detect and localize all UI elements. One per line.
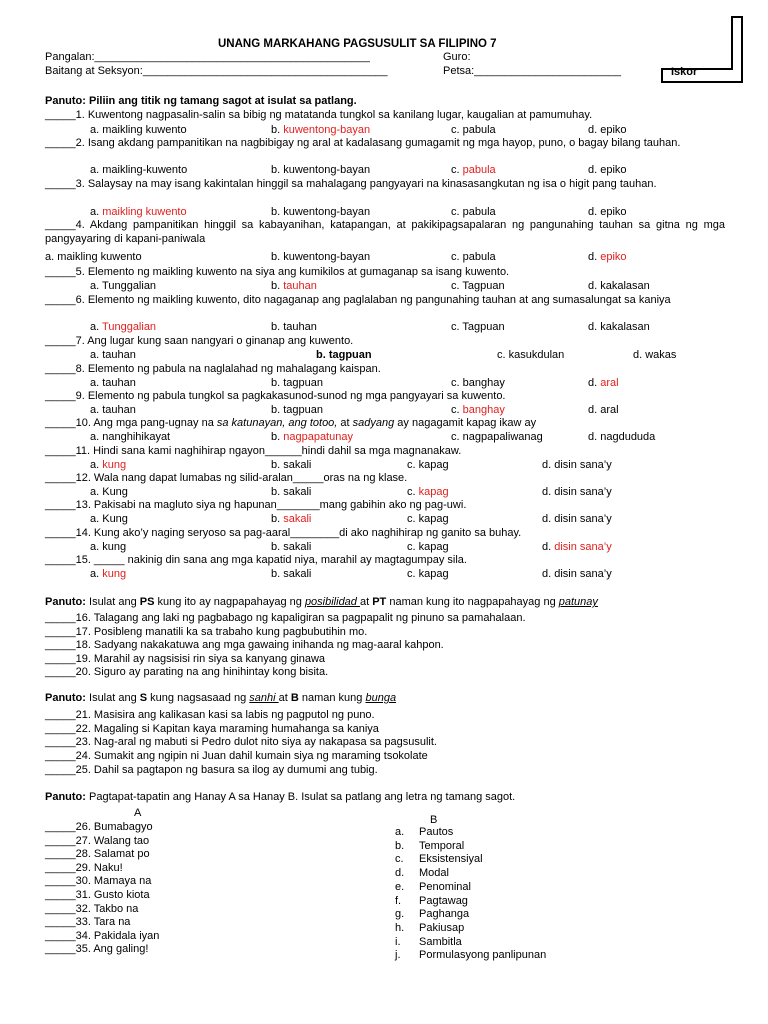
part3-item: _____22. Magaling si Kapitan kaya maraming humahanga sa kaniya — [45, 722, 379, 735]
answer-option: a. maikling kuwento — [90, 206, 187, 218]
hanay-b-letter: a. — [395, 826, 405, 838]
part3-directions: Panuto: Isulat ang S kung nagsasaad ng sanhi at B naman kung bunga — [45, 692, 397, 704]
question-stem: _____4. Akdang pampanitikan hinggil sa kabayanihan, katapangan, at pakikipagsapalaran ng pangunahing tauhan sa gitna ng mga pangyayaring di kapani-paniwala — [45, 219, 725, 245]
hanay-a-item: _____35. Ang galing! — [45, 943, 149, 956]
hanay-b-item: Modal — [419, 867, 449, 880]
pangalan-field[interactable]: Pangalan:_____________________________________________ — [45, 51, 370, 63]
part2-item: _____17. Posibleng manatili ka sa trabaho kung pagbubutihin mo. — [45, 625, 368, 638]
part2-item: _____18. Sadyang nakakatuwa ang mga gawaing inihanda ng mag-aaral kahpon. — [45, 639, 444, 652]
answer-option: c. kapag — [407, 568, 449, 580]
hanay-a-item: _____28. Salamat po — [45, 848, 150, 861]
answer-option: d. wakas — [633, 349, 677, 361]
answer-option: d. kakalasan — [588, 280, 650, 292]
hanay-a-item: _____34. Pakidala iyan — [45, 929, 160, 942]
baitang-field[interactable]: Baitang at Seksyon:________________________________________ — [45, 65, 388, 77]
question-stem: _____14. Kung ako’y naging seryoso sa pag-aaral________di ako naghihirap ng ganito sa buhay. — [45, 527, 522, 539]
question-stem: _____13. Pakisabi na magluto siya ng hapunan_______mang gabihin ako ng pag-uwi. — [45, 499, 467, 511]
answer-option: a. Tunggalian — [90, 321, 157, 333]
hanay-b-letter: f. — [395, 894, 402, 907]
hanay-b-item: Temporal — [419, 839, 465, 852]
answer-option: c. pabula — [451, 251, 496, 263]
answer-option: a. tauhan — [90, 404, 136, 416]
answer-option: b. tagpuan — [316, 349, 372, 361]
answer-option: a. Kung — [90, 513, 128, 525]
answer-option: b. tauhan — [271, 321, 317, 333]
hanay-b-item: Sambitla — [419, 935, 462, 948]
answer-option: d. disin sana’y — [542, 513, 612, 525]
question-stem: _____10. Ang mga pang-ugnay na sa katunayan, ang totoo, at sadyang ay nagagamit kapag ikaw ay — [45, 417, 537, 429]
answer-option: a. kung — [90, 541, 127, 553]
hanay-a-item: _____27. Walang tao — [45, 834, 150, 847]
part3-item: _____25. Dahil sa pagtapon ng basura sa ilog ay dumumi ang tubig. — [45, 763, 378, 776]
hanay-b-item: Eksistensiyal — [419, 853, 483, 866]
question-stem: _____12. Wala nang dapat lumabas ng silid-aralan_____oras na ng klase. — [45, 472, 408, 484]
answer-option: c. pabula — [451, 124, 496, 136]
answer-option: d. kakalasan — [588, 321, 650, 333]
hanay-b-letter: c. — [395, 853, 404, 866]
question-stem: _____3. Salaysay na may isang kakintalan hinggil sa mahalagang pangyayari na kinasasangkutan ng isa o higit pang tauhan. — [45, 178, 657, 190]
question-stem: _____7. Ang lugar kung saan nangyari o ginanap ang kuwento. — [45, 335, 354, 347]
part2-item: _____19. Marahil ay nagsisisi rin siya sa kanyang ginawa — [45, 652, 326, 665]
answer-option: b. sakali — [271, 486, 312, 498]
hanay-b-header: B — [430, 814, 438, 826]
answer-option: a. tauhan — [90, 349, 136, 361]
question-stem: _____11. Hindi sana kami naghihirap ngayon______hindi dahil sa mga magnanakaw. — [45, 445, 462, 457]
hanay-b-letter: h. — [395, 921, 405, 934]
hanay-a-item: _____26. Bumabagyo — [45, 821, 153, 833]
hanay-a-item: _____29. Naku! — [45, 861, 123, 874]
answer-option: d. nagdududa — [588, 431, 656, 443]
answer-option: a. maikling-kuwento — [90, 164, 188, 176]
question-stem: _____5. Elemento ng maikling kuwento na siya ang kumikilos at gumaganap sa isang kuwento. — [45, 266, 510, 278]
question-stem: _____8. Elemento ng pabula na naglalahad ng mahalagang kaispan. — [45, 363, 381, 375]
answer-option: c. pabula — [451, 206, 496, 218]
answer-option: a. Tunggalian — [90, 280, 157, 292]
answer-option: c. Tagpuan — [451, 321, 505, 333]
answer-option: a. maikling kuwento — [90, 124, 187, 136]
hanay-b-item: Pakiusap — [419, 921, 465, 934]
guro-field[interactable]: Guro: — [443, 51, 471, 63]
answer-option: c. Tagpuan — [451, 280, 505, 292]
answer-option: b. sakali — [271, 459, 312, 471]
answer-option: b. kuwentong-bayan — [271, 164, 371, 176]
question-stem: _____1. Kuwentong nagpasalin-salin sa bibig ng matatanda tungkol sa kanilang lugar, kaugalian at pamumuhay. — [45, 109, 593, 121]
answer-option: b. kuwentong-bayan — [271, 206, 371, 218]
hanay-a-item: _____32. Takbo na — [45, 902, 139, 915]
hanay-a-item: _____30. Mamaya na — [45, 875, 152, 888]
answer-option: c. kapag — [407, 541, 449, 553]
answer-option: c. nagpapaliwanag — [451, 431, 543, 443]
hanay-b-letter: i. — [395, 935, 401, 948]
exam-title: UNANG MARKAHANG PAGSUSULIT SA FILIPINO 7 — [218, 38, 497, 50]
part1-directions: Panuto: Piliin ang titik ng tamang sagot at isulat sa patlang. — [45, 95, 357, 107]
hanay-b-item: Paghanga — [419, 908, 470, 921]
hanay-b-letter: b. — [395, 839, 405, 852]
answer-option: c. kapag — [407, 513, 449, 525]
hanay-b-letter: g. — [395, 908, 405, 921]
iskor-label: Iskor — [671, 66, 698, 78]
answer-option: a. Kung — [90, 486, 128, 498]
answer-option: c. kapag — [407, 459, 449, 471]
answer-option: b. sakali — [271, 541, 312, 553]
answer-option: b. tagpuan — [271, 377, 323, 389]
hanay-a-item: _____31. Gusto kiota — [45, 889, 150, 901]
hanay-b-item: Pautos — [419, 826, 454, 838]
hanay-b-letter: e. — [395, 880, 405, 893]
answer-option: a. nanghihikayat — [90, 431, 171, 443]
answer-option: d. epiko — [588, 124, 627, 136]
answer-option: a. kung — [90, 568, 127, 580]
answer-option: d. epiko — [588, 206, 627, 218]
part3-item: _____21. Masisira ang kalikasan kasi sa labis ng pagputol ng puno. — [45, 709, 375, 721]
answer-option: c. kasukdulan — [497, 349, 565, 361]
answer-option: b. tauhan — [271, 280, 317, 292]
answer-option: d. epiko — [588, 251, 627, 263]
answer-option: b. sakali — [271, 513, 312, 525]
answer-option: c. pabula — [451, 164, 496, 176]
answer-option: b. nagpapatunay — [271, 431, 353, 443]
hanay-a-header: A — [134, 807, 142, 819]
question-stem: _____2. Isang akdang pampanitikan na nagbibigay ng aral at kadalasang gumagamit ng mga hayop, puno, o bagay bilang tauhan. — [45, 137, 681, 149]
hanay-b-item: Pagtawag — [419, 894, 468, 907]
answer-option: c. banghay — [451, 404, 505, 416]
part4-directions: Panuto: Pagtapat-tapatin ang Hanay A sa Hanay B. Isulat sa patlang ang letra ng tamang sagot. — [45, 791, 516, 803]
answer-option: b. sakali — [271, 568, 312, 580]
question-stem: _____6. Elemento ng maikling kuwento, dito nagaganap ang paglalaban ng pangunahing tauhan at ang sumasalungat sa kaniya — [45, 294, 671, 306]
answer-option: a. kung — [90, 459, 127, 471]
answer-option: c. kapag — [407, 486, 449, 498]
answer-option: a. tauhan — [90, 377, 136, 389]
answer-option: c. banghay — [451, 377, 505, 389]
hanay-b-item: Pormulasyong panlipunan — [419, 949, 547, 962]
answer-option: d. disin sana’y — [542, 568, 612, 580]
answer-option: b. kuwentong-bayan — [271, 124, 371, 136]
answer-option: d. disin sana’y — [542, 459, 612, 471]
question-stem: _____15. _____ nakinig din sana ang mga kapatid niya, marahil ay magtagumpay sila. — [45, 554, 467, 566]
answer-option: a. maikling kuwento — [45, 251, 142, 263]
hanay-b-item: Penominal — [419, 880, 471, 893]
part2-item: _____16. Talagang ang laki ng pagbabago ng kapaligiran sa pagpapalit ng pinuno sa pamahalaan. — [45, 612, 526, 624]
part2-directions: Panuto: Isulat ang PS kung ito ay nagpapahayag ng posibilidad at PT naman kung ito nagpapahayag ng patunay — [45, 596, 598, 608]
hanay-a-item: _____33. Tara na — [45, 916, 131, 929]
part2-item: _____20. Siguro ay parating na ang hinihintay kong bisita. — [45, 666, 329, 679]
answer-option: b. tagpuan — [271, 404, 323, 416]
answer-option: d. epiko — [588, 164, 627, 176]
answer-option: b. kuwentong-bayan — [271, 251, 371, 263]
part3-item: _____24. Sumakit ang ngipin ni Juan dahil kumain siya ng maraming tsokolate — [45, 750, 428, 763]
part3-item: _____23. Nag-aral ng mabuti si Pedro dulot nito siya ay nakapasa sa pagsusulit. — [45, 736, 437, 749]
answer-option: d. aral — [588, 404, 619, 416]
question-stem: _____9. Elemento ng pabula tungkol sa pagkakasunod-sunod ng mga pangyayari sa kuwento. — [45, 390, 506, 402]
hanay-b-letter: d. — [395, 867, 405, 880]
petsa-field[interactable]: Petsa:________________________ — [443, 65, 622, 77]
hanay-b-letter: j. — [395, 949, 401, 962]
answer-option: d. aral — [588, 377, 619, 389]
answer-option: d. disin sana’y — [542, 541, 612, 553]
answer-option: d. disin sana’y — [542, 486, 612, 498]
